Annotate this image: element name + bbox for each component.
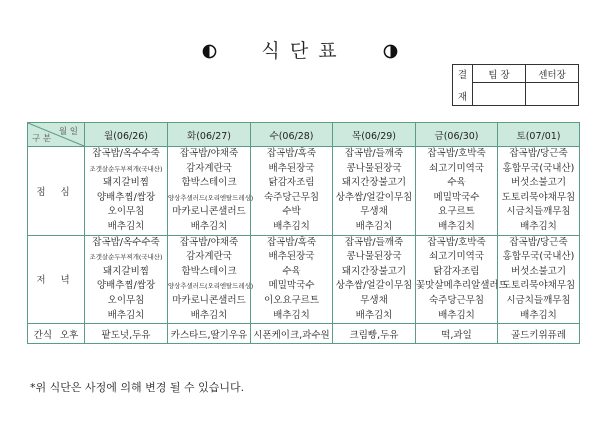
menu-item: 버섯소불고기 [510,177,567,189]
menu-item: 숙주당근무침 [428,294,485,306]
menu-item: 배추김치 [273,309,310,321]
menu-item: 오이무침 [107,294,145,306]
meal-cell [85,147,168,236]
day-header: 화(06/27) [168,123,251,147]
menu-item: 잡곡밥/흑죽 [266,236,317,248]
day-header: 수(06/28) [251,123,333,147]
signature-slot [473,83,526,106]
signature-slot [526,83,579,106]
menu-item: 무생채 [360,206,388,218]
menu-item: 양배추찜/쌈장 [96,280,156,292]
page-title [0,36,600,63]
menu-item: 배추김치 [355,220,393,232]
menu-item: 함박스테이크 [181,265,237,277]
menu-item: 잡곡밥/야채죽 [179,236,239,248]
menu-item: 마카로니콘샐러드 [172,294,246,306]
menu-item: 배추김치 [438,220,475,232]
menu-item: 메밀막국수 [433,191,480,203]
snack-row [28,324,580,344]
menu-item: 도토리묵야채무침 [501,280,576,292]
menu-item: 배추김치 [107,309,145,321]
menu-item: 배추김치 [438,309,475,321]
meal-cell [498,235,580,324]
menu-item: 잡곡밥/당근죽 [509,236,568,248]
snack-label: 간식 오후 [28,324,85,344]
snack-cell: 카스타드,딸기우유 [168,324,251,344]
menu-item: 요구르트 [438,206,475,218]
menu-item: 오이무침 [107,206,145,218]
snack-cell: 크림빵,두유 [333,324,416,344]
meal-cell [333,147,416,236]
half-circle-icon [383,44,398,59]
menu-item: 조갯살순두부찌개(국내산) [89,253,163,262]
menu-item: 시금치들깨무침 [506,206,571,218]
header-corner: 월 일 구 분 [28,123,85,147]
menu-item: 조갯살순두부찌개(국내산) [89,164,163,173]
menu-item: 쇠고기미역국 [428,162,485,174]
menu-item: 돼지갈비찜 [103,265,149,277]
menu-item: 닭감자조림 [268,177,315,189]
menu-item: 돼지간장불고기 [341,177,407,189]
table-header-row [28,123,580,147]
menu-item: 배추된장국 [268,162,315,174]
menu-item: 배추김치 [520,220,557,232]
menu-item: 잡곡밥/야채죽 [179,148,239,159]
menu-item: 잡곡밥/옥수수죽 [92,236,160,248]
lunch-row [28,147,580,236]
menu-item: 배추김치 [520,309,557,321]
day-header: 금(06/30) [416,123,498,147]
menu-item: 배추김치 [107,220,145,232]
menu-item: 양상추샐러드(오리엔탈드레싱) [168,282,254,291]
day-header: 월(06/26) [85,123,168,147]
menu-item: 수육 [282,265,301,277]
approval-box [452,64,579,106]
meal-cell [168,235,254,324]
meal-cell [416,235,508,324]
menu-item: 잡곡밥/호박죽 [427,236,486,248]
menu-item: 양배추찜/쌈장 [96,191,156,203]
lunch-label: 점 심 [28,147,85,236]
day-header: 목(06/29) [333,123,416,147]
menu-item: 돼지갈비찜 [103,177,149,189]
menu-item: 배추김치 [190,309,228,321]
menu-item: 도토리묵야채무침 [501,191,576,203]
menu-item: 배추된장국 [268,251,315,263]
menu-item: 마카로니콘샐러드 [172,206,246,218]
snack-cell: 팥도넛,두유 [85,324,168,344]
menu-item: 숙주당근무침 [263,191,320,203]
menu-item: 콩나물된장국 [346,162,402,174]
menu-item: 수박 [282,206,301,218]
menu-item: 무생채 [360,294,388,306]
menu-item: 버섯소불고기 [510,265,567,277]
menu-item: 상추쌈/얼갈이무침 [335,191,413,203]
menu-item: 잡곡밥/옥수수죽 [92,148,160,159]
menu-item: 배추김치 [190,220,228,232]
snack-cell: 시폰케이크,과수원 [251,324,333,344]
approval-center-head: 센터장 [526,65,579,83]
menu-item: 감자계란국 [186,251,232,263]
approval-team-lead: 팀 장 [473,65,526,83]
meal-cell [251,147,333,236]
menu-item: 잡곡밥/호박죽 [427,148,486,159]
snack-cell: 떡,과일 [416,324,498,344]
menu-item: 감자계란국 [186,162,232,174]
menu-item: 수육 [447,177,466,189]
approval-label: 결 재 [453,65,473,106]
dinner-row [28,235,580,324]
menu-item: 양상추샐러드(오리엔탈드레싱) [168,193,254,202]
menu-item: 콩나물된장국 [346,251,402,263]
menu-item: 시금치들깨무침 [506,294,571,306]
menu-item: 홍합무국(국내산) [502,162,575,174]
dinner-label: 저 녁 [28,235,85,324]
menu-item: 쇠고기미역국 [428,251,485,263]
menu-item: 잡곡밥/흑죽 [266,148,317,159]
meal-cell [498,147,580,236]
menu-item: 꽃맛살메추리알샐러드 [416,280,508,292]
menu-item: 잡곡밥/들깨죽 [344,236,404,248]
menu-item: 홍합무국(국내산) [502,251,575,263]
menu-item: 잡곡밥/들깨죽 [344,148,404,159]
day-header: 토(07/01) [498,123,580,147]
half-circle-icon [202,44,217,59]
menu-item: 상추쌈/얼갈이무침 [335,280,413,292]
menu-item: 배추김치 [355,309,393,321]
menu-item: 돼지간장불고기 [341,265,407,277]
meal-cell [168,147,254,236]
menu-item: 닭감자조림 [433,265,480,277]
menu-item: 배추김치 [273,220,310,232]
meal-cell [251,235,333,324]
meal-cell [333,235,416,324]
title-text: 식 단 표 [261,40,339,62]
menu-item: 이오요구르트 [263,294,320,306]
menu-item: 메밀막국수 [268,280,315,292]
meal-cell [85,235,168,324]
snack-cell: 골드키위퓨레 [498,324,580,344]
meal-cell [416,147,498,236]
menu-item: 잡곡밥/당근죽 [509,148,568,159]
meal-table [27,122,580,344]
footnote: *위 식단은 사정에 의해 변경 될 수 있습니다. [30,381,245,394]
menu-item: 함박스테이크 [181,177,237,189]
